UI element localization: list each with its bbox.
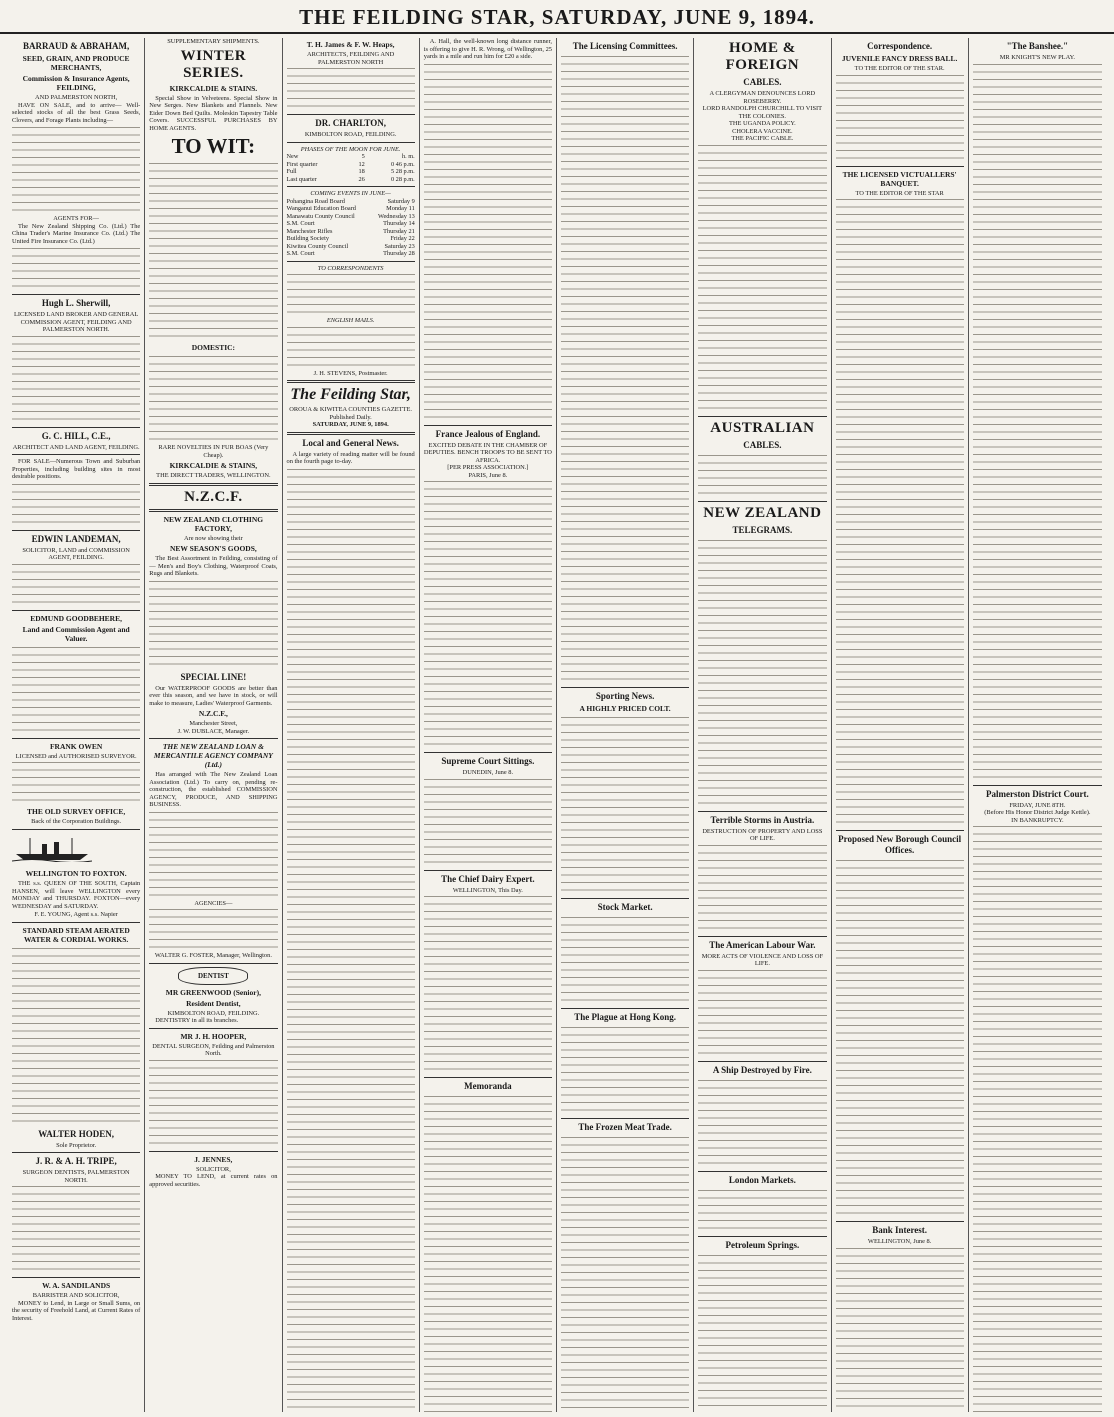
ad-charlton-sub: KIMBOLTON ROAD, FEILDING. [304,131,397,138]
storms-body [698,843,826,933]
stock-heading: Stock Market. [597,902,653,912]
banquet-body-3 [836,557,964,737]
storms-heading: Terrible Storms in Austria. [710,814,815,825]
ad-tripe-filler [12,1184,140,1274]
column-7 [832,38,969,1412]
ad-frank-sub: LICENSED and AUTHORISED SURVEYOR. [15,752,137,760]
licensing-body-4 [561,594,689,684]
ball-body [836,73,964,163]
ad-agencies: AGENCIES— [194,899,233,907]
ad-goodbehere-title: EDMUND GOODBEHERE, [30,613,122,623]
masthead [0,0,1114,34]
licensing-body-1 [561,54,689,234]
ad-forsale: FOR SALE—Numerous Town and Suburban Properties, including building sites in most desirable positions. [12,458,141,480]
france-body-2 [424,659,552,749]
chief-body [424,894,552,1074]
london-body [698,1188,826,1233]
nz-heading: NEW ZEALAND [703,504,822,521]
ad-frank-filler [12,760,140,805]
ad-supp: SUPPLEMENTARY SHIPMENTS. [167,38,260,45]
table-row: S.M. Court Thursday 28 [286,250,415,257]
bankruptcy-label: IN BANKRUPTCY. [1011,816,1064,824]
banshee-body-1 [973,62,1102,242]
australian-cables: CABLES. [743,439,782,450]
france-heading: France Jealous of England. [435,428,541,439]
column-4 [420,38,557,1412]
column-8 [969,38,1106,1412]
council-heading: Proposed New Borough Council Offices. [838,834,962,855]
ad-domestic: DOMESTIC: [191,343,236,352]
ad-jennes-title: J. JENNES, [194,1154,233,1164]
moon-heading: PHASES OF THE MOON FOR JUNE. [300,145,401,153]
supreme-heading: Supreme Court Sittings. [441,756,535,766]
court-body [973,824,1102,1412]
ad-foxton-title: WELLINGTON TO FOXTON. [25,869,127,878]
table-row: New 5 h. m. [286,153,415,160]
column-1 [8,38,145,1412]
ad-frank-title: FRANK OWEN [49,741,103,751]
ad-moneylend: MONEY TO LEND, at current rates on approved securities. [149,1173,278,1188]
nz-telegrams: TELEGRAMS. [732,524,793,535]
interest-date: WELLINGTON, June 8. [867,1238,932,1245]
court-judge: (Before His Honor District Judge Kettle). [984,809,1091,816]
ad-special-text: Our WATERPROOF GOODS are better than ever this season, and we have in stock, or will make to measure, Ladies' Waterproof Garments. [149,684,278,707]
ad-nzcf: N.Z.C.F. [184,488,243,505]
banquet-body-4 [836,737,964,827]
news-body-1 [424,62,552,242]
banshee-body-4 [973,602,1102,782]
events-table [287,198,415,258]
banquet-to: TO THE EDITOR OF THE STAR [855,189,944,197]
newspaper-columns [8,38,1106,1412]
correspondents-heading: TO CORRESPONDENTS [317,264,384,272]
ship-body [698,1078,826,1168]
ad-sherwill-title: Hugh L. Sherwill, [41,298,111,308]
column-6 [694,38,831,1412]
banshee-sub: MR KNIGHT'S NEW PLAY. [999,54,1075,61]
headline-pacific: THE PACIFIC CABLE. [731,135,794,142]
france-body [424,479,552,659]
interest-body [836,1246,964,1413]
ad-heaps-title: T. H. James & F. W. Heaps, [306,40,395,49]
ad-hooper-filler [149,1058,277,1148]
ad-towit: TO WIT: [171,134,256,158]
cables-body [698,143,826,323]
interest-heading: Bank Interest. [872,1225,928,1235]
mails-filler [287,325,415,370]
ad-nzcf-title: NEW ZEALAND CLOTHING FACTORY, [163,514,264,533]
sporting-heading: Sporting News. [595,691,655,701]
ad-money: MONEY to Lend, in Large or Small Sums, on the security of Freehold Land, at Current Rates of Interest. [12,1299,141,1322]
ad-nzcf-goods: NEW SEASON'S GOODS, [169,544,257,553]
ad-goodbehere-filler [12,645,140,735]
australian-heading: AUSTRALIAN [710,419,815,436]
ad-loan-filler [149,810,277,900]
headline-uganda: THE UGANDA POLICY. [728,120,796,127]
ad-nzcf-sub: Are now showing their [184,534,243,542]
column-5 [557,38,694,1412]
column-3 [283,38,420,1412]
licensing-body-3 [561,414,689,594]
ad-foxton-agent: F. E. YOUNG, Agent s.s. Napier [34,911,118,918]
ad-edwin-sub: SOLICITOR, LAND and COMMISSION AGENT, FEILDING. [22,546,130,561]
labour-sub: MORE ACTS OF VIOLENCE AND LOSS OF LIFE. [701,952,824,967]
france-sub: EXCITED DEBATE IN THE CHAMBER OF DEPUTIES. BENCH TROOPS TO BE SENT TO AFRICA. [423,441,552,464]
ad-agents-label: AGENTS FOR— [53,215,99,222]
ad-greenwood-title: MR GREENWOOD (Senior), [165,987,261,997]
masthead-title: THE FEILDING STAR, SATURDAY, JUNE 9, 1894. [299,5,815,29]
supreme-date: DUNEDIN, June 8. [462,769,514,776]
ad-edwin-title: EDWIN LANDEMAN, [31,533,121,544]
licensing-heading: The Licensing Committees. [572,41,678,51]
headline-cholera: CHOLERA VACCINE. [732,127,793,135]
memo-body [424,1094,552,1412]
sporting-body [561,715,689,895]
ad-winter-title: WINTER SERIES. [180,47,247,81]
ad-agents-filler [12,246,140,291]
steamship-illustration [12,836,92,862]
table-row: First quarter 12 0 46 p.m. [286,160,415,168]
banshee-heading: "The Banshee." [1006,41,1069,51]
events-heading: COMING EVENTS IN JUNE— [310,190,391,197]
ad-hoden-sub: Sole Proprietor. [56,1141,97,1149]
labour-body [698,968,826,1058]
correspondence-heading: Correspondence. [867,41,933,51]
correspondents-filler [287,272,415,317]
table-row: S.M. Court Thursday 14 [286,220,415,227]
labour-heading: The American Labour War. [709,939,816,950]
cables-body-2 [698,323,826,413]
frozen-body [561,1135,689,1412]
moon-table [287,153,415,183]
france-press: [PER PRESS ASSOCIATION.] [447,464,529,471]
ad-greenwood-sub: Resident Dentist, [186,998,241,1008]
france-date: PARIS, June 8. [468,471,508,479]
column-2 [145,38,282,1412]
headline-clergy: A CLERGYMAN DENOUNCES LORD ROSEBERRY. [709,90,816,105]
ad-hooper-title: MR J. H. HOOPER, [180,1031,247,1041]
headline-churchill: LORD RANDOLPH CHURCHILL TO VISIT THE COLONIES. [702,105,823,120]
table-row: Kiwitea County Council Saturday 23 [286,242,415,250]
local-news-heading: Local and General News. [302,437,399,448]
ad-greenwood-road: KIMBOLTON ROAD, FEILDING. [167,1009,260,1017]
ad-loan-manager: WALTER G. FOSTER, Manager, Wellington. [154,952,272,959]
chief-date: WELLINGTON, This Day. [452,886,523,894]
petroleum-heading: Petroleum Springs. [725,1239,800,1250]
nz-body [698,538,826,718]
ad-hill-sub: ARCHITECT AND LAND AGENT, FEILDING. [12,443,140,451]
ad-manager: J. W. DUBLACE, Manager. [177,727,250,735]
newspaper-date: SATURDAY, JUNE 9, 1894. [312,421,389,428]
banquet-body-2 [836,377,964,557]
ad-nzcf-filler [149,579,277,669]
ad-kirk-text: Special Show in Velveteens. Special Show in New Serges. New Blankets and Flannels. New Eider Down Bed Quilts. Moleskin Tapestry Table Covers. SUCCESSFUL PURCHASES BY HOME AGENTS. [149,94,278,132]
ad-foxton-text: THE s.s. QUEEN OF THE SOUTH, Captain HANSEN, will leave WELLINGTON every MONDAY and THURSDAY. FOXTON—every WEDNESDAY and SATURDAY. [12,880,141,910]
local-news-text: A large variety of reading matter will be found on the fourth page to-day. [286,450,415,465]
ad-tripe-sub: SURGEON DENTISTS, PALMERSTON NORTH. [22,1169,130,1184]
table-row: Manchester Rifles Thursday 21 [286,227,415,235]
ad-aerated-title: STANDARD STEAM AERATED WATER & CORDIAL WORKS. [22,925,130,944]
ad-edwin-filler [12,562,140,607]
banquet-body-1 [836,197,964,377]
council-body [836,858,964,1038]
ad-agencies-filler [149,907,277,952]
australian-body [698,453,826,498]
ad-kirk2-sub: THE DIRECT TRADERS, WELLINGTON. [156,472,271,479]
nz-body-2 [698,718,826,808]
ad-barraud-filler [12,125,140,215]
ad-barraud-sub3: AND PALMERSTON NORTH, [35,94,118,101]
ad-heaps-sub: ARCHITECTS, FEILDING AND PALMERSTON NORTH [307,51,395,66]
court-date: FRIDAY, JUNE 8TH. [1009,801,1066,809]
ad-goodbehere-sub: Land and Commission Agent and Valuer. [22,624,130,643]
licensing-body-2 [561,234,689,414]
ad-agents-list: The New Zealand Shipping Co. (Ltd.) The China Trader's Marine Insurance Co. (Ltd.) The United Fire Insurance Co. (Ltd.) [12,222,141,245]
frozen-heading: The Frozen Meat Trade. [578,1122,672,1132]
dentist-sign: DENTIST [178,967,248,985]
ad-aerated-filler [12,946,140,1126]
colt-heading: A HIGHLY PRICED COLT. [579,704,671,713]
petroleum-body [698,1253,826,1413]
table-row: Wanganui Education Board Monday 11 [286,205,415,212]
chief-heading: The Chief Dairy Expert. [441,873,535,884]
banquet-heading: THE LICENSED VICTUALLERS' BANQUET. [842,169,957,188]
table-row: Last quarter 26 0 28 p.m. [286,175,415,183]
ad-forsale-filler [12,482,140,527]
ad-nzcf-text: The Best Assortment in Feilding, consisting of— Men's and Boy's Clothing, Waterproof Coats, Rugs and Blankets. [149,555,278,577]
ad-nzcf2: N.Z.C.F., [198,709,228,718]
ball-to: TO THE EDITOR OF THE STAR. [854,65,945,72]
ad-loan-title: THE NEW ZEALAND LOAN & MERCANTILE AGENCY COMPANY (Ltd.) [153,742,273,769]
plague-heading: The Plague at Hong Kong. [574,1012,676,1022]
ad-loan-text: Has arranged with The New Zealand Loan Association (Ltd.) To carry on, pending re-construction, the established COMMISSION AGENCY, PRODUCE, AND SHIPPING BUSINESS. [149,771,278,808]
table-row: Manawatu County Council Wednesday 13 [286,212,415,220]
newspaper-subtitle: OROUA & KIWITEA COUNTIES GAZETTE. Published Daily. [289,406,412,421]
plague-body [561,1025,689,1115]
ad-sherwill-sub: LICENSED LAND BROKER AND GENERAL COMMISSION AGENT, FEILDING AND PALMERSTON NORTH. [13,311,139,333]
supreme-body [424,777,552,867]
council-body-2 [836,1038,964,1218]
ad-sandilands-title: W. A. SANDILANDS [42,1281,111,1290]
banshee-body-3 [973,422,1102,602]
ad-barraud-text: HAVE ON SALE, and to arrive— Well-selected stocks of all the best Grass Seeds, Clovers, and Forage Plants including— [12,101,141,124]
ad-barraud-sub2: Commission & Insurance Agents, FEILDING, [22,74,130,92]
ad-hooper-sub: DENTAL SURGEON, Feilding and Palmerston North. [152,1042,275,1057]
ad-sandilands-sub: BARRISTER AND SOLICITOR, [32,1292,120,1299]
table-row: Full 18 5 28 p.m. [286,168,415,175]
court-heading: Palmerston District Court. [986,788,1089,799]
ad-rare: RARE NOVELTIES IN FUR BOAS (Very Cheap). [158,444,269,459]
local-news-body [287,467,415,1413]
ad-hoden-title: WALTER HODEN, [38,1128,114,1139]
home-foreign-cables: CABLES. [743,77,782,87]
ad-heaps-filler [287,66,415,111]
memo-heading: Memoranda [464,1081,512,1091]
ad-dentistry: DENTISTRY in all its branches. [155,1017,239,1024]
ad-charlton-title: DR. CHARLTON, [315,118,386,128]
ad-tripe-title: J. R. & A. H. TRIPE, [35,1156,117,1166]
news-intro: A. Hall, the well-known long distance runner, is offering to give H. R. Wrong, of Wellington, 25 yards in a mile and run him for £20 a side. [423,38,552,60]
ad-barraud-title: BARRAUD & ABRAHAM, [23,41,130,51]
ad-oldsurvey-sub: Back of the Corporation Buildings. [31,818,122,825]
table-row: Building Society Friday 22 [286,235,415,242]
ad-kirk2-title: KIRKCALDIE & STAINS, [169,461,258,470]
ad-domestic-filler [149,354,277,444]
ship-heading: A Ship Destroyed by Fire. [712,1064,812,1075]
ad-kirk-title: KIRKCALDIE & STAINS. [169,83,258,93]
banshee-body-2 [973,242,1102,422]
mails-heading: ENGLISH MAILS. [326,317,375,324]
ad-sherwill-filler [12,334,140,424]
ad-nzcf2-sub: Manchester Street, [189,720,238,727]
london-heading: London Markets. [728,1174,796,1185]
ad-barraud-sub: SEED, GRAIN, AND PRODUCE MERCHANTS, [22,54,130,72]
storms-sub: DESTRUCTION OF PROPERTY AND LOSS OF LIFE. [702,827,823,842]
news-body-2 [424,242,552,422]
mails-signature: J. H. STEVENS, Postmaster. [313,369,388,377]
ad-hill-title: G. C. HILL, C.E., [41,430,111,441]
stock-body [561,915,689,1005]
ad-towit-filler [149,161,277,341]
newspaper-title: The Feilding Star, [290,386,411,403]
ad-jennes-sub: SOLICITOR, [195,1165,231,1173]
home-foreign-heading: HOME & FOREIGN [725,40,800,73]
table-row: Pohangina Road Board Saturday 9 [286,197,415,205]
ad-oldsurvey-title: THE OLD SURVEY OFFICE, [27,807,126,816]
ball-heading: JUVENILE FANCY DRESS BALL. [841,54,958,63]
ad-special: SPECIAL LINE! [180,671,247,682]
